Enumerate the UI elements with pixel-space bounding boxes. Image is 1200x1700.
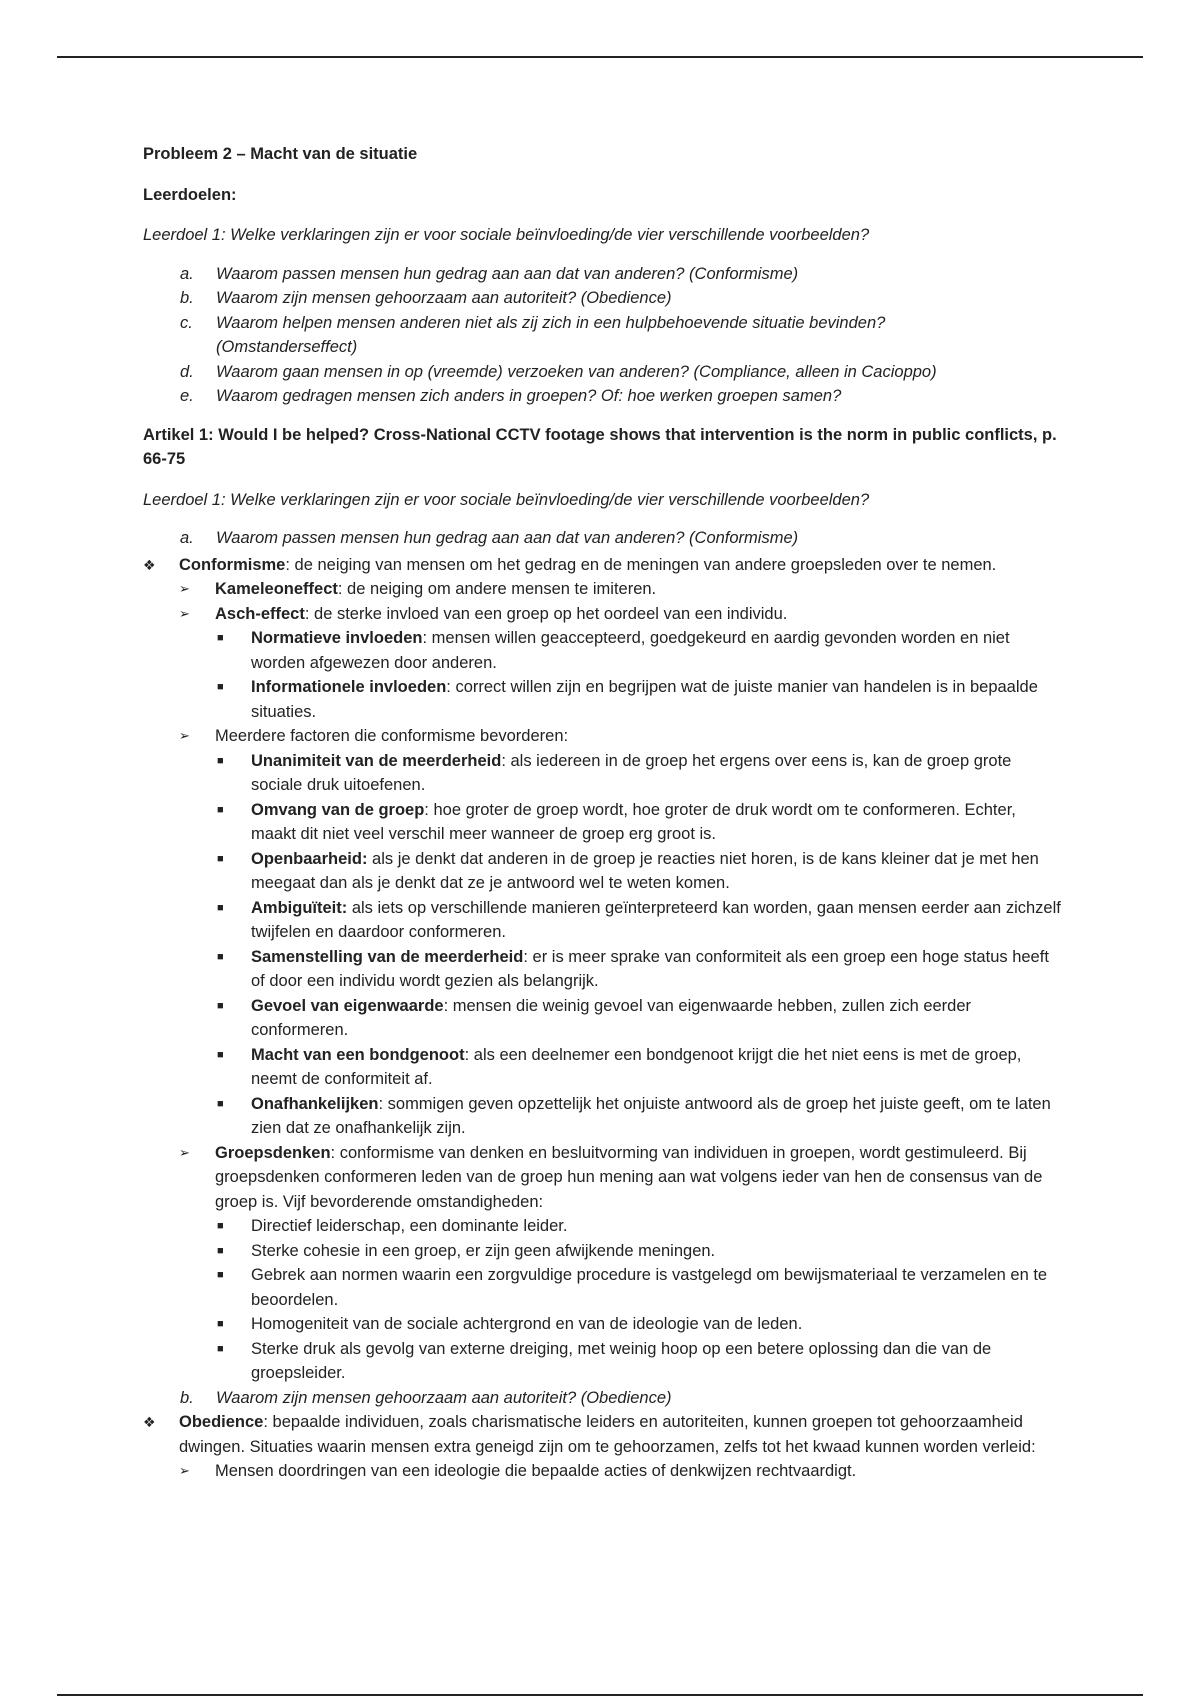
- article-title: Artikel 1: Would I be helped? Cross-National CCTV footage shows that intervention is the norm in public conflicts, p. 66-75: [143, 425, 1057, 468]
- arrow-bullet-icon: ➢: [179, 1144, 190, 1160]
- obedience-item: ❖ Obedience: bepaalde individuen, zoals charismatische leiders en autoriteiten, kunnen groepen tot gehoorzaamheid dwingen. Situaties waarin mensen extra geneigd zijn om te gehoorzamen, zelfs tot het kwaad kunnen worden verleid:: [143, 1410, 1063, 1459]
- asch-effect-item: ➢ Asch-effect: de sterke invloed van een groep op het oordeel van een individu.: [143, 602, 1063, 627]
- arrow-bullet-icon: ➢: [179, 605, 190, 621]
- leerdoelen-heading: Leerdoelen:: [143, 185, 237, 204]
- list-item: ■ Homogeniteit van de sociale achtergrond en van de ideologie van de leden.: [143, 1312, 1063, 1337]
- factors-intro-item: ➢ Meerdere factoren die conformisme bevorderen:: [143, 724, 1063, 749]
- list-item: ■ Gevoel van eigenwaarde: mensen die weinig gevoel van eigenwaarde hebben, zullen zich eerder conformeren.: [143, 994, 1063, 1043]
- document-title: Probleem 2 – Macht van de situatie: [143, 145, 418, 163]
- list-item: ■ Normatieve invloeden: mensen willen geaccepteerd, goedgekeurd en aardig gevonden worden en niet worden afgewezen door anderen.: [143, 626, 1063, 675]
- list-item: ■ Onafhankelijken: sommigen geven opzettelijk het onjuiste antwoord als de groep het juiste geeft, om te laten zien dat ze onafhankelijk zijn.: [143, 1092, 1063, 1141]
- conformisme-item: ❖ Conformisme: de neiging van mensen om het gedrag en de meningen van andere groepsleden over te nemen.: [143, 553, 1063, 578]
- list-item: ➢ Mensen doordringen van een ideologie die bepaalde acties of denkwijzen rechtvaardigt.: [143, 1459, 1063, 1484]
- diamond-bullet-icon: ❖: [143, 1414, 156, 1430]
- list-item: ■ Sterke cohesie in een groep, er zijn geen afwijkende meningen.: [143, 1239, 1063, 1264]
- list-item: ■ Gebrek aan normen waarin een zorgvuldige procedure is vastgelegd om bewijsmateriaal te verzamelen en te beoordelen.: [143, 1263, 1063, 1312]
- list-item: c. Waarom helpen mensen anderen niet als zij zich in een hulpbehoevende situatie bevinden? (Omstanderseffect): [180, 313, 886, 356]
- square-bullet-icon: ■: [217, 852, 224, 865]
- list-item: ■ Sterke druk als gevolg van externe dreiging, met weinig hoop op een betere oplossing dan die van de groepsleider.: [143, 1337, 1063, 1386]
- list-item: ■ Unanimiteit van de meerderheid: als iedereen in de groep het ergens over eens is, kan de groep grote sociale druk uitoefenen.: [143, 749, 1063, 798]
- list-item: ■ Openbaarheid: als je denkt dat anderen in de groep je reacties niet horen, is de kans kleiner dat je met hen meegaat dan als je denkt dat ze je antwoord wel te weten komen.: [143, 847, 1063, 896]
- square-bullet-icon: ■: [217, 1097, 224, 1110]
- square-bullet-icon: ■: [217, 803, 224, 816]
- square-bullet-icon: ■: [217, 1318, 224, 1330]
- section-a-heading: a. Waarom passen mensen hun gedrag aan aan dat van anderen? (Conformisme): [180, 529, 799, 547]
- kameleoneffect-item: ➢ Kameleoneffect: de neiging om andere mensen te imiteren.: [143, 577, 1063, 602]
- question-list: [143, 262, 1063, 409]
- square-bullet-icon: ■: [217, 999, 224, 1012]
- list-item: ■ Samenstelling van de meerderheid: er is meer sprake van conformiteit als een groep een hoge status heeft of door een individu wordt gezien als belangrijk.: [143, 945, 1063, 994]
- list-item: ■ Directief leiderschap, een dominante leider.: [143, 1214, 1063, 1239]
- article-learning-goal: Leerdoel 1: Welke verklaringen zijn er voor sociale beïnvloeding/de vier verschillende voorbeelden?: [143, 490, 870, 509]
- square-bullet-icon: ■: [217, 1269, 224, 1281]
- document-page: [143, 142, 1063, 1484]
- square-bullet-icon: ■: [217, 1048, 224, 1061]
- arrow-bullet-icon: ➢: [179, 581, 190, 596]
- section-b-heading: b. Waarom zijn mensen gehoorzaam aan autoriteit? (Obedience): [180, 1388, 672, 1407]
- header-rule: [57, 56, 1143, 58]
- list-item: b. Waarom zijn mensen gehoorzaam aan autoriteit? (Obedience): [180, 289, 672, 307]
- arrow-bullet-icon: ➢: [179, 728, 190, 743]
- list-item: ■ Omvang van de groep: hoe groter de groep wordt, hoe groter de druk wordt om te conformeren. Echter, maakt dit niet veel verschil meer wanneer de groep erg groot is.: [143, 798, 1063, 847]
- square-bullet-icon: ■: [217, 754, 224, 767]
- arrow-bullet-icon: ➢: [179, 1463, 190, 1478]
- list-item: ■ Macht van een bondgenoot: als een deelnemer een bondgenoot krijgt die het niet eens is met de groep, neemt de conformiteit af.: [143, 1043, 1063, 1092]
- square-bullet-icon: ■: [217, 632, 224, 644]
- list-item: e. Waarom gedragen mensen zich anders in groepen? Of: hoe werken groepen samen?: [180, 387, 842, 405]
- square-bullet-icon: ■: [217, 681, 224, 693]
- list-item: d. Waarom gaan mensen in op (vreemde) verzoeken van anderen? (Compliance, alleen in Cacioppo): [180, 362, 937, 381]
- learning-goal-1: Leerdoel 1: Welke verklaringen zijn er voor sociale beïnvloeding/de vier verschillende voorbeelden?: [143, 226, 870, 244]
- list-item: ■ Ambiguïteit: als iets op verschillende manieren geïnterpreteerd kan worden, gaan mensen eerder aan zichzelf twijfelen en daardoor conformeren.: [143, 896, 1063, 945]
- diamond-bullet-icon: ❖: [143, 556, 156, 573]
- square-bullet-icon: ■: [217, 1220, 224, 1232]
- list-item: ■ Informationele invloeden: correct willen zijn en begrijpen wat de juiste manier van handelen is in bepaalde situaties.: [143, 675, 1063, 724]
- footer-rule: [57, 1694, 1143, 1696]
- square-bullet-icon: ■: [217, 901, 224, 914]
- square-bullet-icon: ■: [217, 950, 224, 963]
- square-bullet-icon: ■: [217, 1342, 224, 1355]
- square-bullet-icon: ■: [217, 1244, 224, 1257]
- groepsdenken-item: ➢ Groepsdenken: conformisme van denken en besluitvorming van individuen in groepen, wordt gestimuleerd. Bij groepsdenken conformeren leden van de groep hun mening aan wat volgens ieder van hen de consensus van de groep is. Vijf bevorderende omstandigheden:: [143, 1141, 1063, 1215]
- list-item: a. Waarom passen mensen hun gedrag aan aan dat van anderen? (Conformisme): [180, 264, 799, 283]
